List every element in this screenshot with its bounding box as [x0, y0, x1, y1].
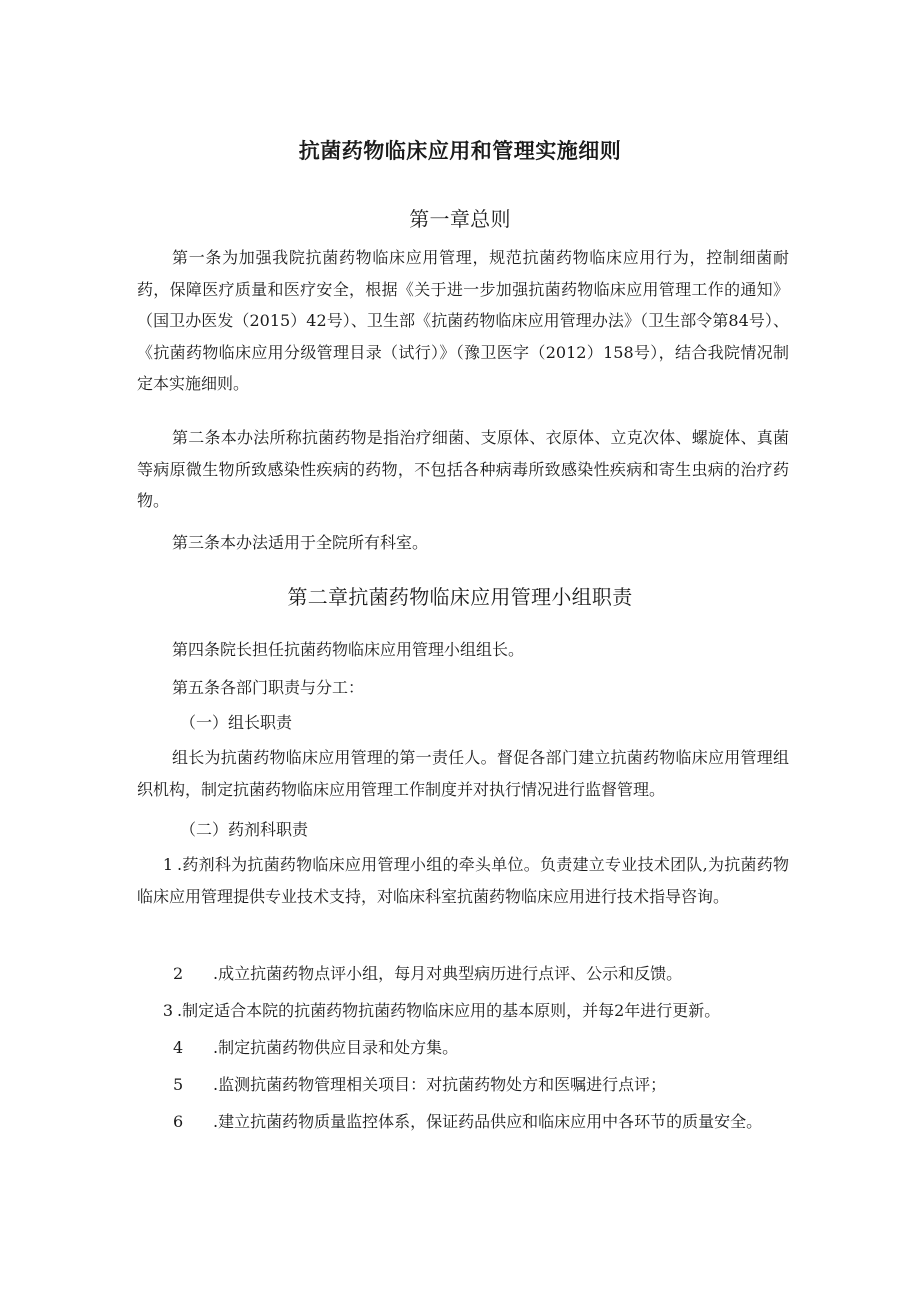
article-2: 第二条本办法所称抗菌药物是指治疗细菌、支原体、衣原体、立克次体、螺旋体、真菌等病原微生物所致感染性疾病的药物，不包括各种病毒所致感染性疾病和寄生虫病的治疗药物。 — [137, 428, 789, 510]
list-item-text: .监测抗菌药物管理相关项目：对抗菌药物处方和医嘱进行点评； — [213, 1075, 667, 1094]
article-5: 第五条各部门职责与分工： — [172, 678, 365, 697]
article-1: 第一条为加强我院抗菌药物临床应用管理，规范抗菌药物临床应用行为，控制细菌耐药，保障医疗质量和医疗安全，根据《关于进一步加强抗菌药物临床应用管理工作的通知》（国卫办医发（2015）42号）、卫生部《抗菌药物临床应用管理办法》（卫生部令第84号）、《抗菌药物临床应用分级管理目录（试行）》（豫卫医字（2012）158号），结合我院情况制定本实施细则。 — [137, 248, 789, 393]
section-1-body: 组长为抗菌药物临床应用管理的第一责任人。督促各部门建立抗菌药物临床应用管理组织机构，制定抗菌药物临床应用管理工作制度并对执行情况进行监督管理。 — [137, 748, 789, 799]
list-item-number: 1 — [162, 855, 173, 874]
list-item-text: .制定抗菌药物供应目录和处方集。 — [213, 1038, 459, 1057]
section-1-title: （一）组长职责 — [180, 713, 293, 732]
article-3: 第三条本办法适用于全院所有科室。 — [172, 533, 429, 552]
list-item-2 — [137, 958, 789, 990]
list-item-3 — [137, 995, 789, 1027]
list-item-text: .药剂科为抗菌药物临床应用管理小组的牵头单位。负责建立专业技术团队,为抗菌药物临床应用管理提供专业技术支持，对临床科室抗菌药物临床应用进行技术指导咨询。 — [137, 855, 789, 906]
list-item-4 — [137, 1032, 789, 1064]
list-item-number: 4 — [173, 1038, 184, 1057]
list-item-5 — [137, 1069, 789, 1101]
list-item-number: 5 — [173, 1075, 184, 1094]
chapter-1-heading: 第一章总则 — [409, 207, 511, 231]
document-title: 抗菌药物临床应用和管理实施细则 — [298, 139, 622, 163]
list-item-6 — [137, 1106, 789, 1138]
list-item-text: .建立抗菌药物质量监控体系，保证药品供应和临床应用中各环节的质量安全。 — [213, 1112, 763, 1131]
section-2-title: （二）药剂科职责 — [180, 820, 309, 839]
list-item-number: 3 — [162, 1001, 173, 1020]
chapter-2-heading: 第二章抗菌药物临床应用管理小组职责 — [287, 585, 633, 609]
article-4: 第四条院长担任抗菌药物临床应用管理小组组长。 — [172, 640, 525, 659]
list-item-text: .制定适合本院的抗菌药物抗菌药物临床应用的基本原则，并每2年进行更新。 — [177, 1001, 721, 1020]
list-item-number: 6 — [173, 1112, 184, 1131]
list-item-number: 2 — [173, 964, 184, 983]
list-item-1 — [137, 849, 789, 912]
list-item-text: .成立抗菌药物点评小组，每月对典型病历进行点评、公示和反馈。 — [213, 964, 683, 983]
